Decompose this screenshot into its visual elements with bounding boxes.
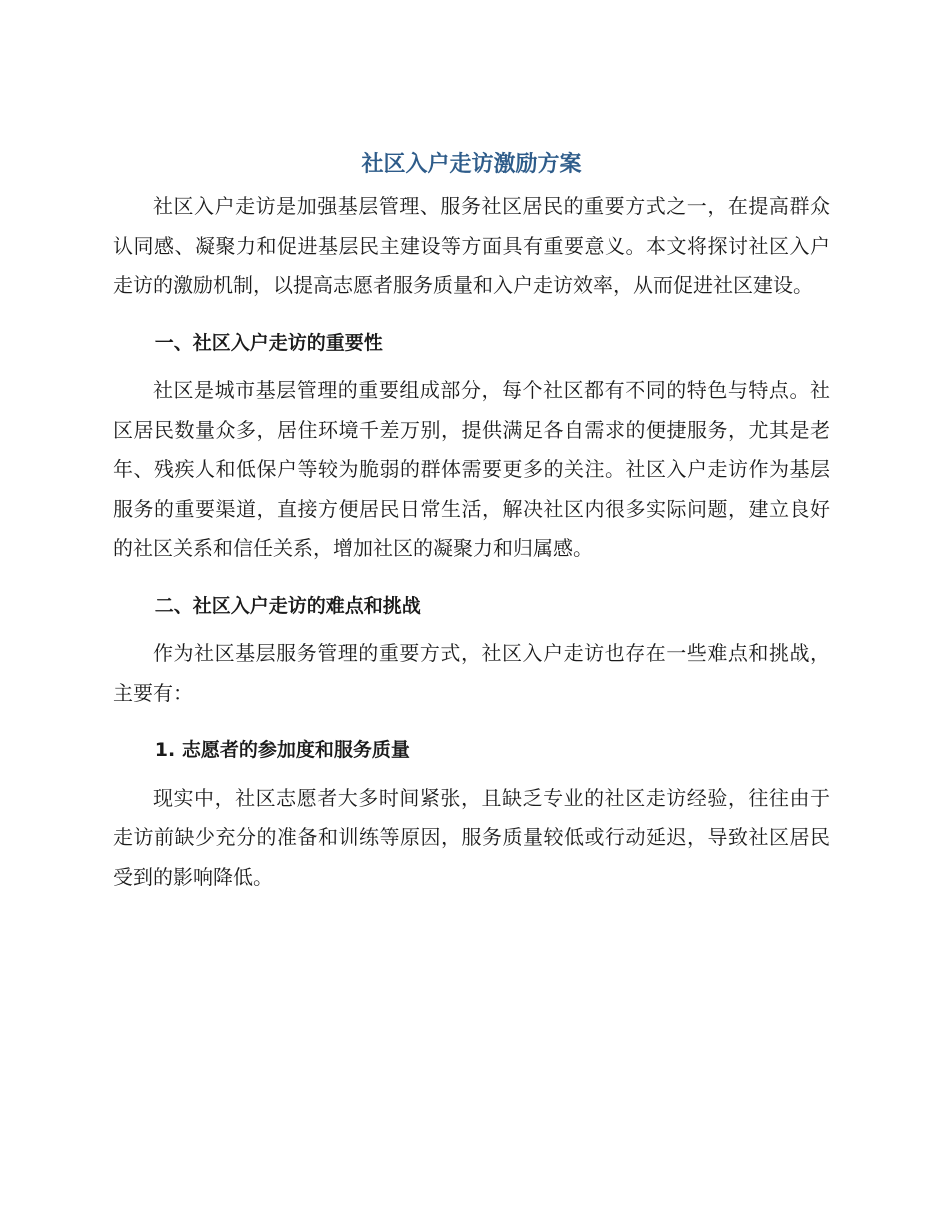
spacer [113,306,830,324]
subsection-1-heading: 1. 志愿者的参加度和服务质量 [154,739,410,761]
spacer [113,771,830,779]
section-1-paragraph: 社区是城市基层管理的重要组成部分，每个社区都有不同的特色与特点。社区居民数量众多，居住环境千差万别，提供满足各自需求的便捷服务，尤其是老年、残疾人和低保户等较为脆弱的群体需要更多的关注。社区入户走访作为基层服务的重要渠道，直接方便居民日常生活，解决社区内很多实际问题，建立良好的社区关系和信任关系，增加社区的凝聚力和归属感。 [113,378,830,560]
subsection-1-paragraph: 现实中，社区志愿者大多时间紧张，且缺乏专业的社区走访经验，往往由于走访前缺少充分的准备和训练等原因，服务质量较低或行动延迟，导致社区居民受到的影响降低。 [113,785,830,889]
intro-paragraph: 社区入户走访是加强基层管理、服务社区居民的重要方式之一，在提高群众认同感、凝聚力和促进基层民主建设等方面具有重要意义。本文将探讨社区入户走访的激励机制，以提高志愿者服务质量和入户走访效率，从而促进社区建设。 [113,194,830,297]
spacer [113,626,830,634]
section-1-heading: 一、社区入户走访的重要性 [154,331,383,354]
spacer [113,569,830,587]
document-body [113,143,830,897]
section-2-paragraph: 作为社区基层服务管理的重要方式，社区入户走访也存在一些难点和挑战，主要有： [113,641,830,705]
section-2-heading: 二、社区入户走访的难点和挑战 [154,594,421,617]
spacer [113,363,830,371]
spacer [113,713,830,731]
document-title: 社区入户走访激励方案 [361,152,582,177]
